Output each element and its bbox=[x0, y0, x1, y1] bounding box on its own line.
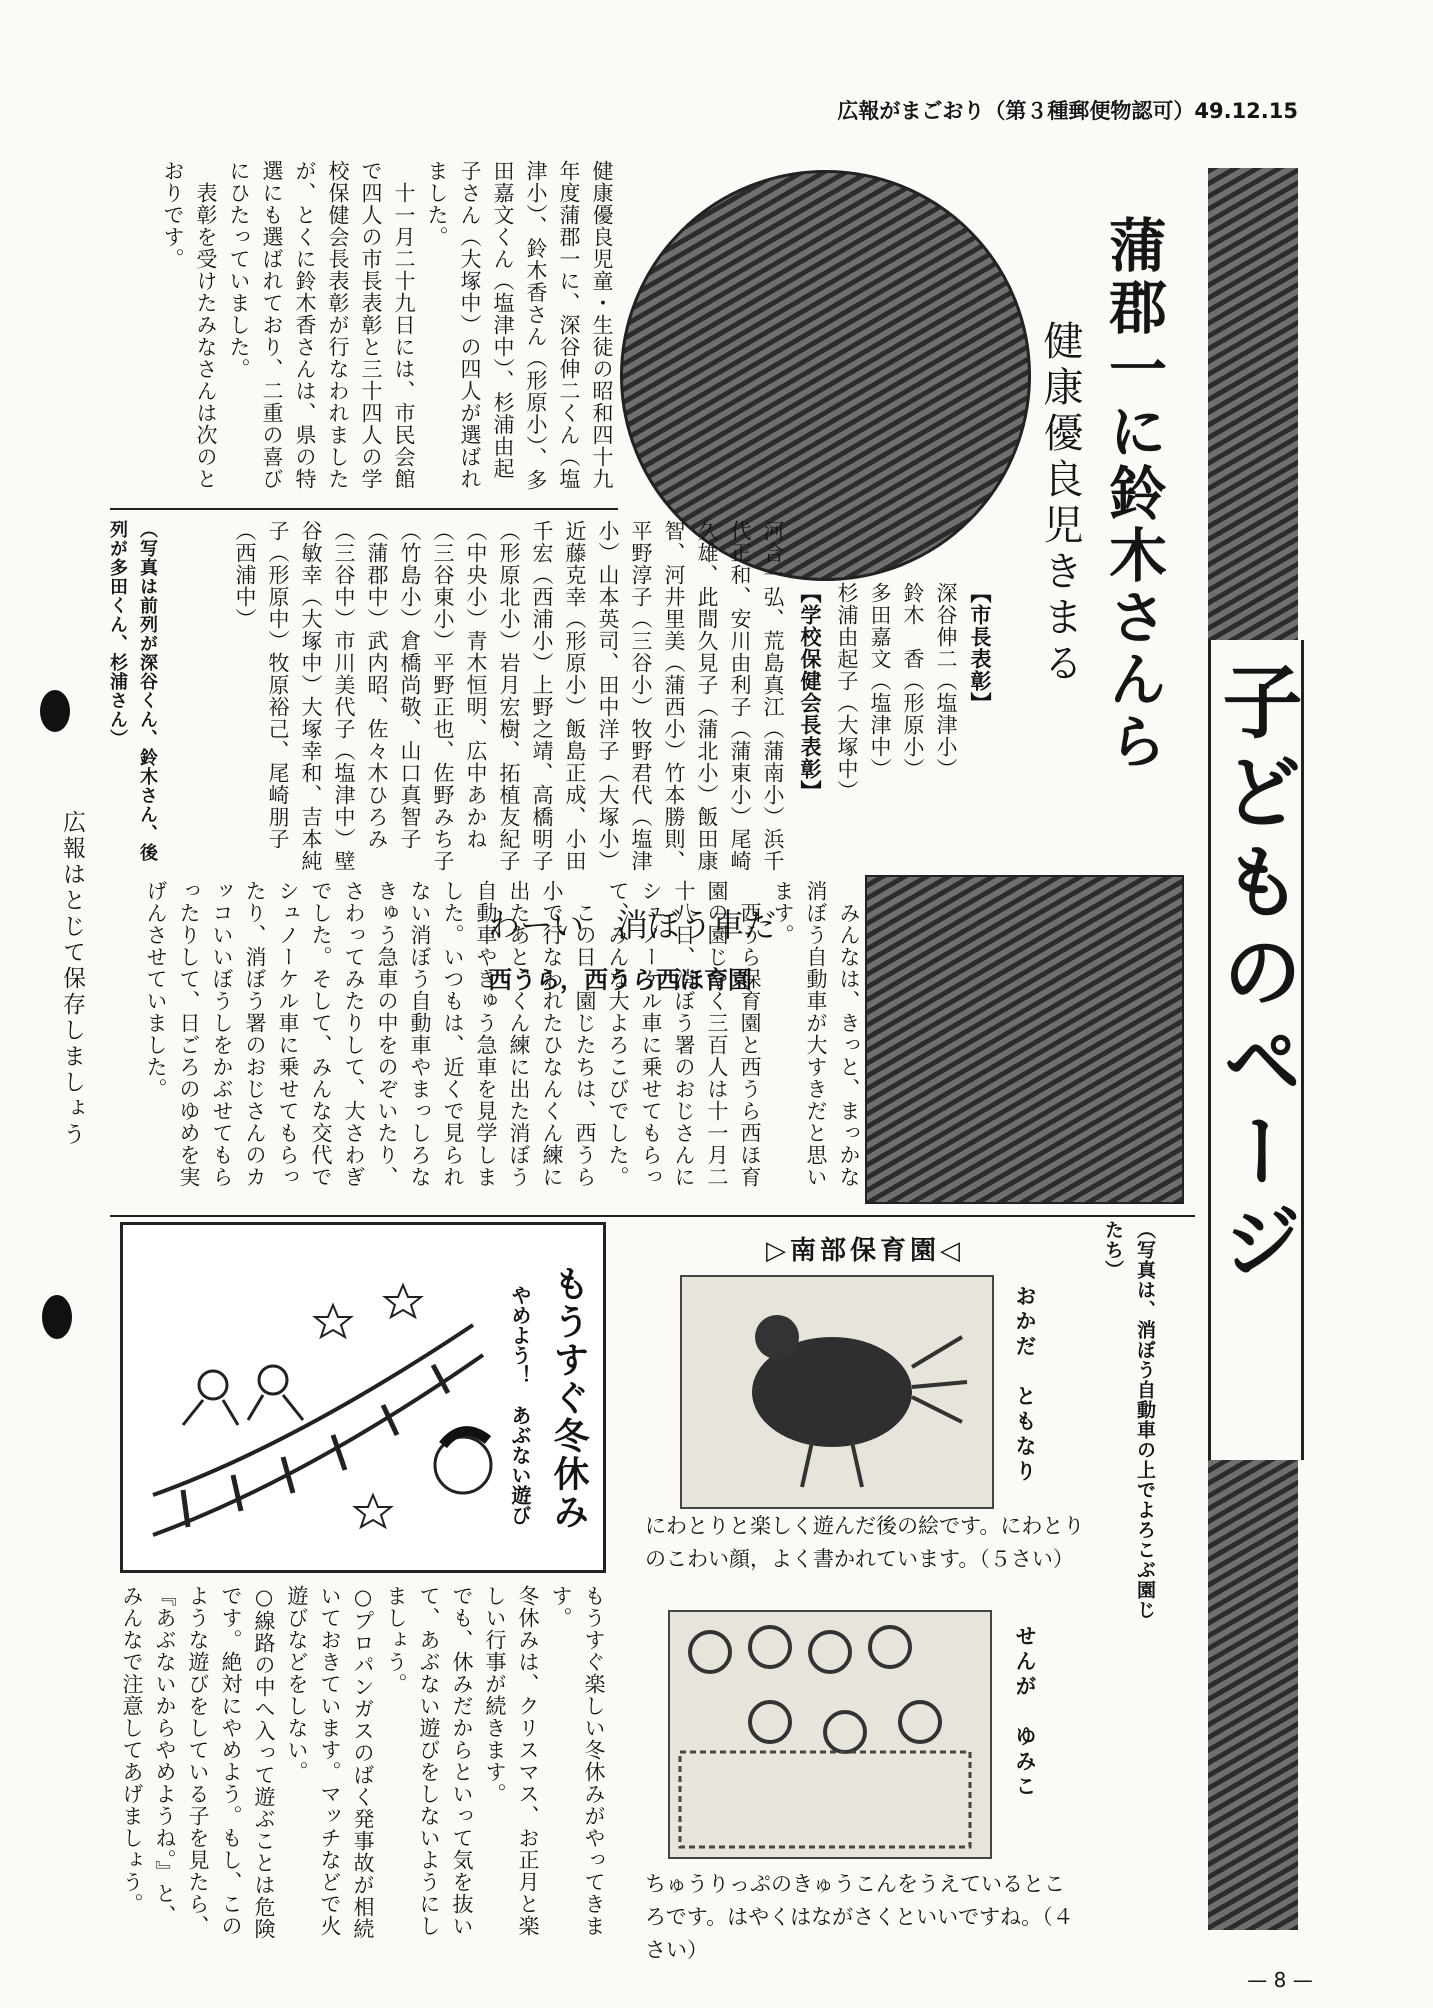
page-title: 子どものページ bbox=[1209, 660, 1302, 1290]
binding-hole-mark bbox=[40, 690, 70, 732]
article2-subheadline: 西うら，西うら西ほ育園 bbox=[488, 966, 752, 994]
article4-body: もうすぐ楽しい冬休みがやってきます。 冬休みは、クリスマス、お正月と楽しい行事が続きます。 でも、休みだからといって気を抜いて、あぶない遊びをしないようにしましょう。 ○プロパンガスのばく発事故が相続いておきています。マッチなどで火遊びなどをしない。 ○線路の中へ入って遊ぶことは危険です。絶対にやめよう。もし、このような遊びをしている子を見たら、『あぶないからやめようね。』と、みんなで注意してあげましょう。 bbox=[120, 1585, 606, 1940]
margin-note: 広報はとじて保存しましょう bbox=[59, 810, 85, 1148]
article2-body-part1: みんなは、きっと、まっかな消ぼう自動車が大すきだと思います。 西うら保育園と西うら西ほ育園の園じやく三百人は十一月二十八日、消ぼう署のおじさんにシュノーケル車に乗せてもらって、みんな大よろこびでした。 この日、園じたちは、西うら小で行なわれたひなんくん練に出たあと、くん練に出た消ぼう自動車やきゅう急車を見学しました。いつもは、近くで見られない消ぼう自動車やまっしろなきゅう急車の中をのぞいたり、さわってみたりして、大さわぎでした。そして、みんな交代でシュノーケル車に乗せてもらったり、消ぼう署のおじさんのカッコいいぼうしをかぶせてもらったりして、日ごろのゆめを実げんさせていました。 bbox=[144, 880, 861, 1188]
railroad-cartoon bbox=[133, 1265, 503, 1555]
article1-body: 健康優良児童・生徒の昭和四十九年度蒲郡一に、深谷伸二くん（塩津小）、鈴木香さん（形原小）、多田嘉文くん（塩津中）、杉浦由起子さん（大塚中）の四人が選ばれました。 十一月二十九日には、市民会館で四人の市長表彰と三十四人の学校保健会長表彰が行なわれましたが、とくに鈴木香さんは、県の特選にも選ばれており、二重の喜びにひたっていました。 表彰を受けたみなさんは次のとおりです。 bbox=[161, 160, 614, 491]
tulip-caption: ちゅうりっぷのきゅうこんをうえているところです。はやくはながさくといいですね。（４さい） bbox=[645, 1872, 1074, 1962]
award-mayor-list: 深谷伸二（塩津小） 鈴木 香（形原小） 多田嘉文（塩津中） 杉浦由起子（大塚中） bbox=[835, 582, 958, 802]
binding-hole-mark bbox=[42, 1295, 72, 1339]
article2-divider bbox=[110, 1215, 1195, 1217]
article2-headline: わーい 消ぼう車だ bbox=[488, 906, 777, 944]
article1-subheadline: 健康優良児きまる bbox=[1037, 320, 1083, 688]
tulip-artist: せんが ゆみこ bbox=[1013, 1625, 1037, 1800]
award-school-list: 河合一弘、荒島真江（蒲南小）浜千代正和、安川由利子（蒲東小）尾崎久雄、此間久見子（蒲北小）飯田康智、河井里美（蒲西小）竹本勝則、平野淳子（三谷小）牧野君代（塩津小）山本英司、田中洋子（大塚小）近藤克幸（形原小）飯島正成、小田千宏（西浦小）上野之靖、高橋明子（形原北小）岩月宏樹、拓植友紀子（中央小）青木恒明、広中あかね（三谷東小）平野正也、佐野みち子（竹島小）倉橋尚敬、山口真智子（蒲郡中）武内昭、佐々木ひろみ（三谷中）市川美代子（塩津中）壁谷敏幸（大塚中）大塚幸和、吉本純子（形原中）牧原裕己、尾崎朋子（西浦中） bbox=[233, 520, 785, 872]
fire-truck-photo bbox=[865, 875, 1184, 1204]
title-band bbox=[1208, 640, 1304, 1460]
winter-break-box bbox=[120, 1222, 606, 1573]
tulip-drawing bbox=[668, 1610, 992, 1859]
fire-truck-photo-caption: （写真は、消ぼう自動車の上でよろこぶ園じたち） bbox=[1102, 1220, 1156, 1620]
art-section-title: ▷南部保育園◁ bbox=[766, 1236, 964, 1266]
award-mayor-heading: 【市長表彰】 bbox=[968, 582, 992, 714]
award-school-heading: 【学校保健会長表彰】 bbox=[798, 582, 822, 802]
article1-headline: 蒲郡一に鈴木さんら bbox=[1099, 215, 1167, 773]
rooster-artist: おかだ ともなり bbox=[1013, 1285, 1037, 1485]
title-band-photo-bottom bbox=[1208, 1460, 1298, 1930]
masthead-header: 広報がまごおり（第３種郵便物認可）49.12.15 bbox=[837, 99, 1298, 123]
rooster-drawing bbox=[680, 1275, 994, 1509]
article4-subheadline: やめよう！ あぶない遊び bbox=[508, 1285, 532, 1525]
page-number: — 8 — bbox=[1247, 1968, 1313, 1992]
title-band-photo-top bbox=[1208, 168, 1298, 643]
article4-headline: もうすぐ冬休み bbox=[548, 1265, 589, 1531]
award-photo-caption: （写真は前列が深谷くん、鈴木さん、後列が多田くん、杉浦さん） bbox=[107, 520, 158, 862]
rooster-caption: にわとりと楽しく遊んだ後の絵です。にわとりのこわい顔，よく書かれています。（５さい） bbox=[645, 1514, 1085, 1571]
article1-divider bbox=[110, 508, 618, 510]
